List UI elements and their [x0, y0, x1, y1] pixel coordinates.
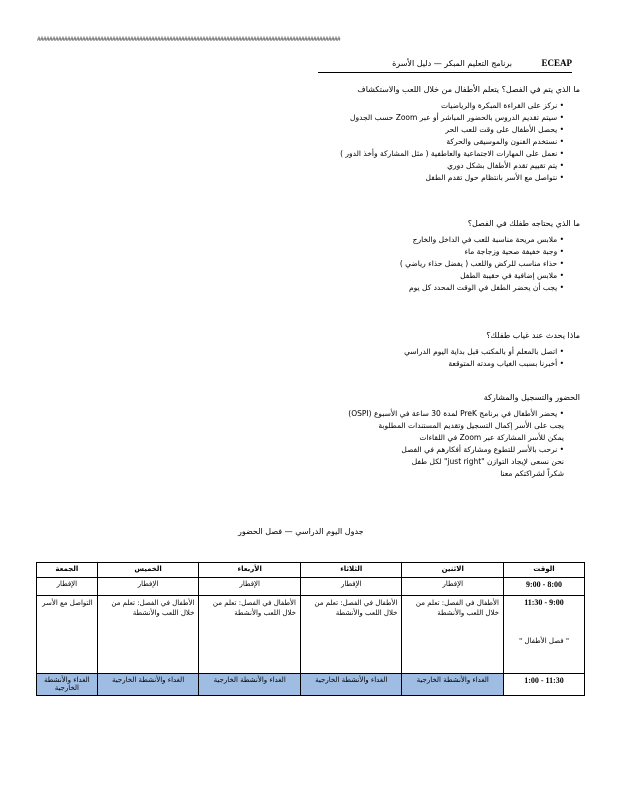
list-item: • حذاء مناسب للركض واللعب ( يفضل حذاء رياضي ) [400, 258, 564, 270]
section-classroom [340, 84, 580, 184]
header-subtitle: برنامج التعليم المبكر — دليل الأسرة [392, 59, 512, 68]
section-title: ماذا يحدث عند غياب طفلك؟ [486, 331, 580, 340]
table-cell [37, 596, 98, 674]
table-cell: الغداء والأنشطة الخارجية [402, 674, 504, 696]
list-item: يمكن للأسر المشاركة عبر Zoom في اللقاءات [419, 433, 564, 442]
table-cell: الغداء والأنشطة الخارجية [97, 674, 199, 696]
table-cell: الإفطار [300, 578, 402, 596]
list-item: • نركز على القراءة المبكرة والرياضيات [340, 100, 564, 112]
table-cell: الغداء والأنشطة الخارجية [37, 674, 98, 696]
column-header: الجمعة [37, 563, 98, 578]
column-header: الأربعاء [199, 563, 301, 578]
list-item: • وجبة خفيفة صحية وزجاجة ماء [400, 246, 564, 258]
top-rule: ##################################################################################################### [37, 36, 341, 43]
time-cell: 8:00 - 9:00 [504, 578, 585, 596]
brand-title: ECEAP [541, 58, 572, 68]
list-item: • نستخدم الفنون والموسيقى والحركة [340, 136, 564, 148]
list-item: • نرحب بالأسر للتطوع ومشاركة أفكارهم في الفصل [348, 444, 564, 456]
cell-text: الأطفال في الفصل: تعلم من خلال اللعب والأنشطة [415, 599, 499, 617]
list-item: • سيتم تقديم الدروس بالحضور المباشر أو عبر Zoom حسب الجدول [340, 112, 564, 124]
table-cell [199, 596, 301, 674]
schedule-title: جدول اليوم الدراسي — فصل الحضور [238, 527, 364, 536]
column-header: الخميس [97, 563, 199, 578]
section-absence [404, 330, 580, 370]
section-needs [400, 218, 580, 294]
table-row [37, 674, 585, 696]
list-item: شكراً لشراكتكم معنا [500, 469, 564, 478]
table-row [37, 596, 585, 674]
bullet-list [400, 234, 580, 294]
cell-text: الأطفال في الفصل: تعلم من خلال اللعب والأنشطة [111, 599, 195, 617]
table-cell: الإفطار [402, 578, 504, 596]
table-cell: الإفطار [37, 578, 98, 596]
list-item: • ملابس إضافية في حقيبة الطفل [400, 270, 564, 282]
column-header: الثلاثاء [300, 563, 402, 578]
table-cell [402, 596, 504, 674]
time-cell [504, 596, 585, 674]
list-item: • ملابس مريحة مناسبة للعب في الداخل والخارج [400, 234, 564, 246]
cell-text: الأطفال في الفصل: تعلم من خلال اللعب والأنشطة [314, 599, 398, 617]
column-header: الاثنين [402, 563, 504, 578]
section-title: الحضور والتسجيل والمشاركة [483, 393, 580, 402]
table-cell [97, 596, 199, 674]
section-title: ما الذي يتم في الفصل؟ يتعلم الأطفال من خلال اللعب والاستكشاف [357, 85, 580, 94]
section-title: ما الذي يحتاجه طفلك في الفصل؟ [467, 219, 580, 228]
cell-text: التواصل مع الأسر [42, 599, 93, 607]
table-cell: الإفطار [97, 578, 199, 596]
time-cell: 11:30 - 1:00 [504, 674, 585, 696]
table-cell: الغداء والأنشطة الخارجية [300, 674, 402, 696]
list-item: • اتصل بالمعلم أو بالمكتب قبل بداية اليوم الدراسي [404, 346, 564, 358]
list-item: • يتم تقييم تقدم الأطفال بشكل دوري [340, 160, 564, 172]
list-item: نحن نسعى لإيجاد التوازن "just right" لكل طفل [411, 457, 564, 466]
table-header-row [37, 563, 585, 578]
list-item: • يجب أن يحضر الطفل في الوقت المحدد كل يوم [400, 282, 564, 294]
bullet-list [404, 346, 580, 370]
list-item: • يحصل الأطفال على وقت للعب الحر [340, 124, 564, 136]
bullet-list [348, 408, 580, 480]
bullet-list [340, 100, 580, 184]
section-attendance [348, 392, 580, 480]
column-header: الوقت [504, 563, 585, 578]
list-item: • نعمل على المهارات الاجتماعية والعاطفية ( مثل المشاركة وأخذ الدور ) [340, 148, 564, 160]
list-item: • نتواصل مع الأسر بانتظام حول تقدم الطفل [340, 172, 564, 184]
table-row [37, 578, 585, 596]
schedule-table [36, 562, 585, 696]
list-item: يجب على الأسر إكمال التسجيل وتقديم المستندات المطلوبة [378, 421, 564, 430]
table-cell: الغداء والأنشطة الخارجية [199, 674, 301, 696]
list-item: • أخبرنا بسبب الغياب ومدته المتوقعة [404, 358, 564, 370]
time-note: " فصل الأطفال " [518, 637, 570, 645]
document-header [318, 58, 572, 73]
table-cell [300, 596, 402, 674]
table-cell: الإفطار [199, 578, 301, 596]
cell-text: الأطفال في الفصل: تعلم من خلال اللعب والأنشطة [212, 599, 296, 617]
list-item: • يحضر الأطفال في برنامج PreK لمدة 30 ساعة في الأسبوع (OSPI) [348, 408, 564, 420]
time-label: 9:00 - 11:30 [524, 598, 564, 607]
